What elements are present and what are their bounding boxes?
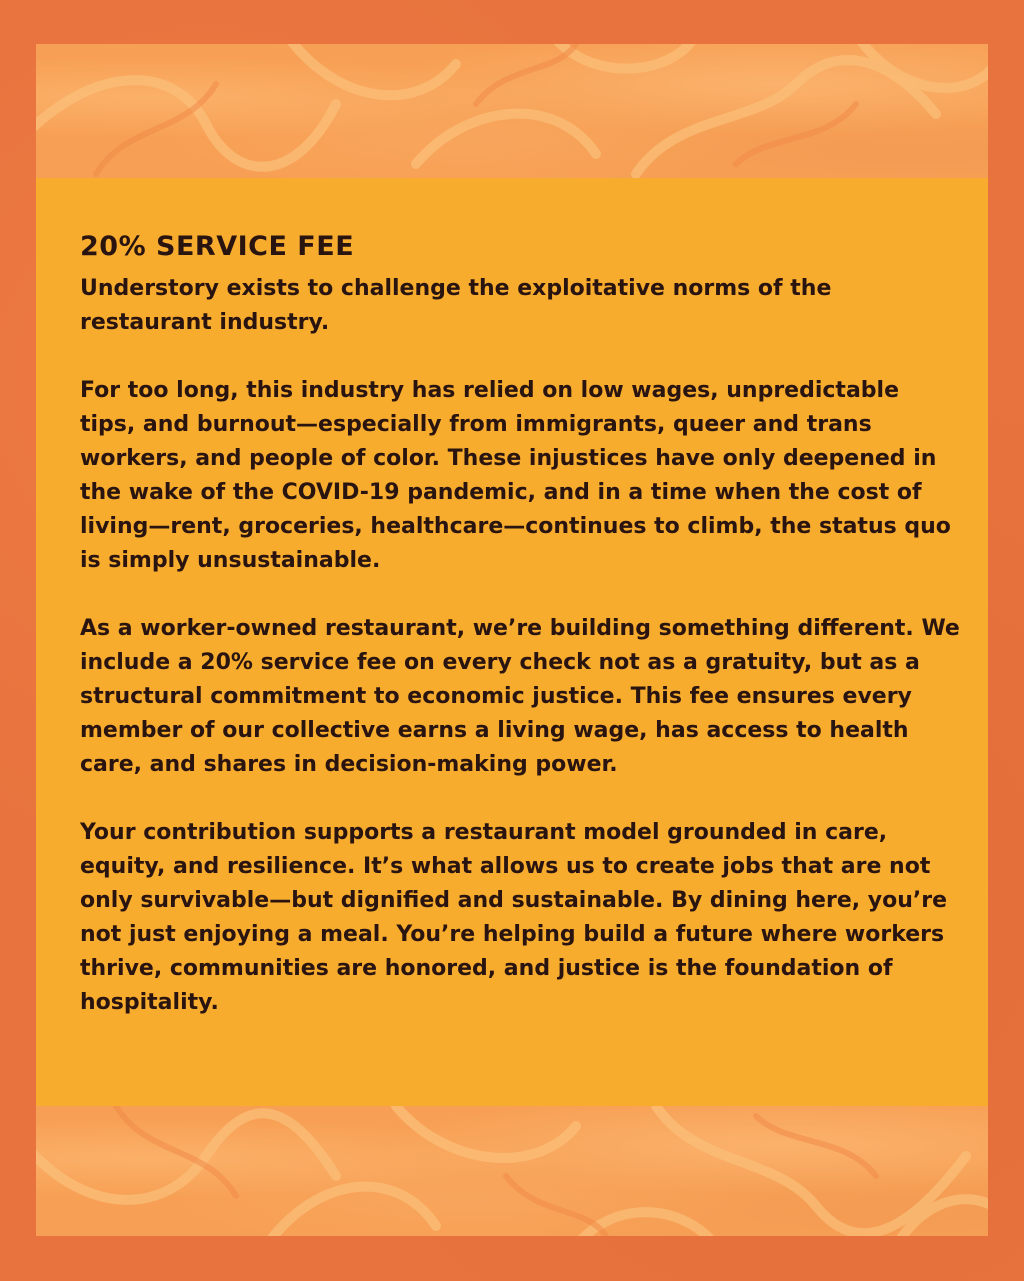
text-area	[80, 230, 960, 1054]
content-box	[36, 178, 988, 1106]
decorative-band-top	[36, 44, 988, 178]
paragraph-intro: Understory exists to challenge the exploitative norms of the restaurant industry.	[80, 276, 832, 335]
swirl-pattern-top	[36, 44, 988, 178]
swirl-pattern-bottom	[36, 1106, 988, 1236]
notice-panel	[36, 44, 988, 1236]
notice-title: 20% SERVICE FEE	[80, 231, 355, 262]
decorative-band-bottom	[36, 1106, 988, 1236]
paragraph-worker-owned: As a worker-owned restaurant, we’re building something different. We include a 20% service fee on every check not as a gratuity, but as a structural commitment to economic justice. This fee ensures every member of our collective earns a living wage, has access to health care, and shares in decision-making power.	[80, 616, 960, 777]
paragraph-contribution: Your contribution supports a restaurant model grounded in care, equity, and resilience. It’s what allows us to create jobs that are not only survivable—but dignified and sustainable. By dining here, you’re not just enjoying a meal. You’re helping build a future where workers thrive, communities are honored, and justice is the foundation of hospitality.	[80, 820, 948, 1015]
paragraph-context: For too long, this industry has relied on low wages, unpredictable tips, and burnout—especially from immigrants, queer and trans workers, and people of color. These injustices have only deepened in the wake of the COVID-19 pandemic, and in a time when the cost of living—rent, groceries, healthcare—continues to climb, the status quo is simply unsustainable.	[80, 378, 951, 573]
